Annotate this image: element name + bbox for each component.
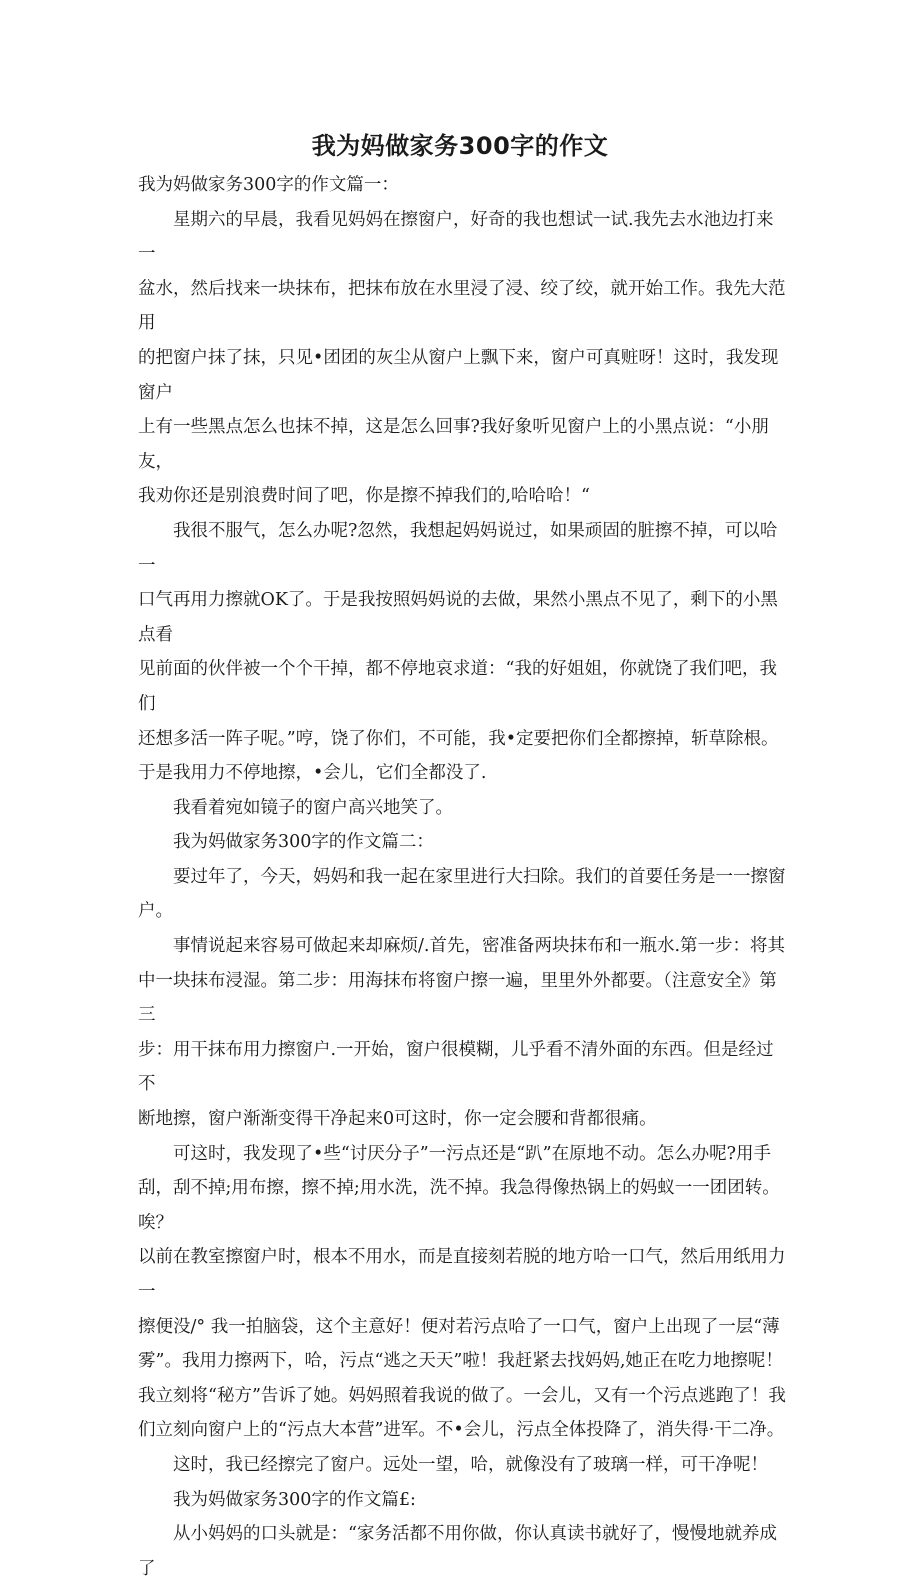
- text-line: 要过年了，今天，妈妈和我一起在家里进行大扫除。我们的首要任务是一一擦窗户。: [138, 866, 786, 922]
- text-line: 上有一些黑点怎么也抹不掉，这是怎么回事?我好象听见窗户上的小黑点说：“小朋友，: [138, 417, 769, 472]
- text-line: 这时，我已经擦完了窗户。远处一望，哈，就像没有了玻璃一样，可干净呢！: [173, 1454, 768, 1475]
- text-line: 星期六的早晨，我看见妈妈在擦窗户，好奇的我也想试一试.我先去水池边打来一: [138, 209, 774, 265]
- text-line: 步：用干抹布用力擦窗户.一开始，窗户很模糊，儿乎看不清外面的东西。但是经过不: [138, 1039, 774, 1095]
- text-line: 我劝你还是别浪费时间了吧，你是擦不掉我们的,哈哈哈！“: [138, 486, 591, 507]
- text-line: 我很不服气，怎么办呢?忽然，我想起妈妈说过，如果顽固的脏擦不掉，可以哈一: [138, 520, 778, 576]
- section-heading-3: 我为妈做家务300字的作文篇£:: [173, 1489, 416, 1510]
- text-line: 我立刻将“秘方”告诉了她。妈妈照着我说的做了。一会儿，又有一个污点逃跑了！我: [138, 1385, 786, 1406]
- text-line: 的把窗户抹了抹，只见•团团的灰尘从窗户上飘下来，窗户可真赃呀！这时，我发现窗户: [138, 347, 779, 403]
- text-line: 盆水，然后找来一块抹布，把抹布放在水里浸了浸、绞了绞，就开始工作。我先大范用: [138, 278, 786, 334]
- document-body: [138, 168, 786, 1586]
- text-line: 口气再用力擦就OK了。于是我按照妈妈说的去做，果然小黑点不见了，剩下的小黑点看: [138, 590, 778, 645]
- text-line: 擦便没/° 我一拍脑袋，这个主意好！便对若污点哈了一口气，窗户上出现了一层“薄: [138, 1316, 780, 1337]
- paragraph: [138, 791, 786, 826]
- text-line: 中一块抹布浸湿。第二步：用海抹布将窗户擦一遍，里里外外都要。（注意安全》第三: [138, 970, 777, 1026]
- text-line: 见前面的伙伴被一个个干掉，都不停地哀求道：“我的好姐姐，你就饶了我们吧，我们: [138, 659, 777, 714]
- paragraph: [138, 1448, 786, 1483]
- text-line: 我看着宛如镜子的窗户高兴地笑了。: [173, 797, 453, 818]
- paragraph: [138, 929, 786, 1137]
- text-line: 雾”。我用力擦两下，哈，污点“逃之天天”啦！我赶紧去找妈妈,她正在吃力地擦呢！: [138, 1351, 783, 1372]
- text-line: 从小妈妈的口头就是：“家务活都不用你做，你认真读书就好了，慢慢地就养成了: [138, 1524, 777, 1579]
- paragraph: [138, 1137, 786, 1448]
- text-line: 可这时，我发现了•些“讨厌分子”一污点还是“趴”在原地不动。怎么办呢?用手: [173, 1143, 771, 1164]
- text-line: 以前在教室擦窗户时，根本不用水，而是直接刻若脱的地方哈一口气，然后用纸用力一: [138, 1247, 786, 1302]
- text-line: 事情说起来容易可做起来却麻烦/.首先，密准备两块抹布和一瓶水.第一步：将其: [173, 936, 786, 957]
- section-heading-1: 我为妈做家务300字的作文篇一：: [138, 175, 399, 195]
- paragraph: [138, 514, 786, 791]
- text-line: 们立刻向窗户上的“污点大本营”进军。不•会儿，污点全体投降了，消失得·干二净。: [138, 1420, 785, 1441]
- paragraph: [138, 1517, 786, 1586]
- paragraph: [138, 860, 786, 929]
- section-heading-2: 我为妈做家务300字的作文篇二：: [173, 832, 434, 853]
- document-title: 我为妈做家务300字的作文: [311, 132, 609, 160]
- text-line: 刮，刮不掉;用布擦，擦不掉;用水洗，洗不掉。我急得像热锅上的妈蚁一一团团转。唉？: [138, 1178, 780, 1233]
- text-line: 还想多活一阵子呢。”哼，饶了你们，不可能，我•定要把你们全都擦掉，斩草除根。: [138, 728, 779, 749]
- paragraph: [138, 203, 786, 514]
- text-line: 断地擦，窗户渐渐变得干净起来0可这时，你一定会腰和背都很痛。: [138, 1109, 657, 1130]
- text-line: 于是我用力不停地擦，•会儿，它们全都没了.: [138, 763, 487, 784]
